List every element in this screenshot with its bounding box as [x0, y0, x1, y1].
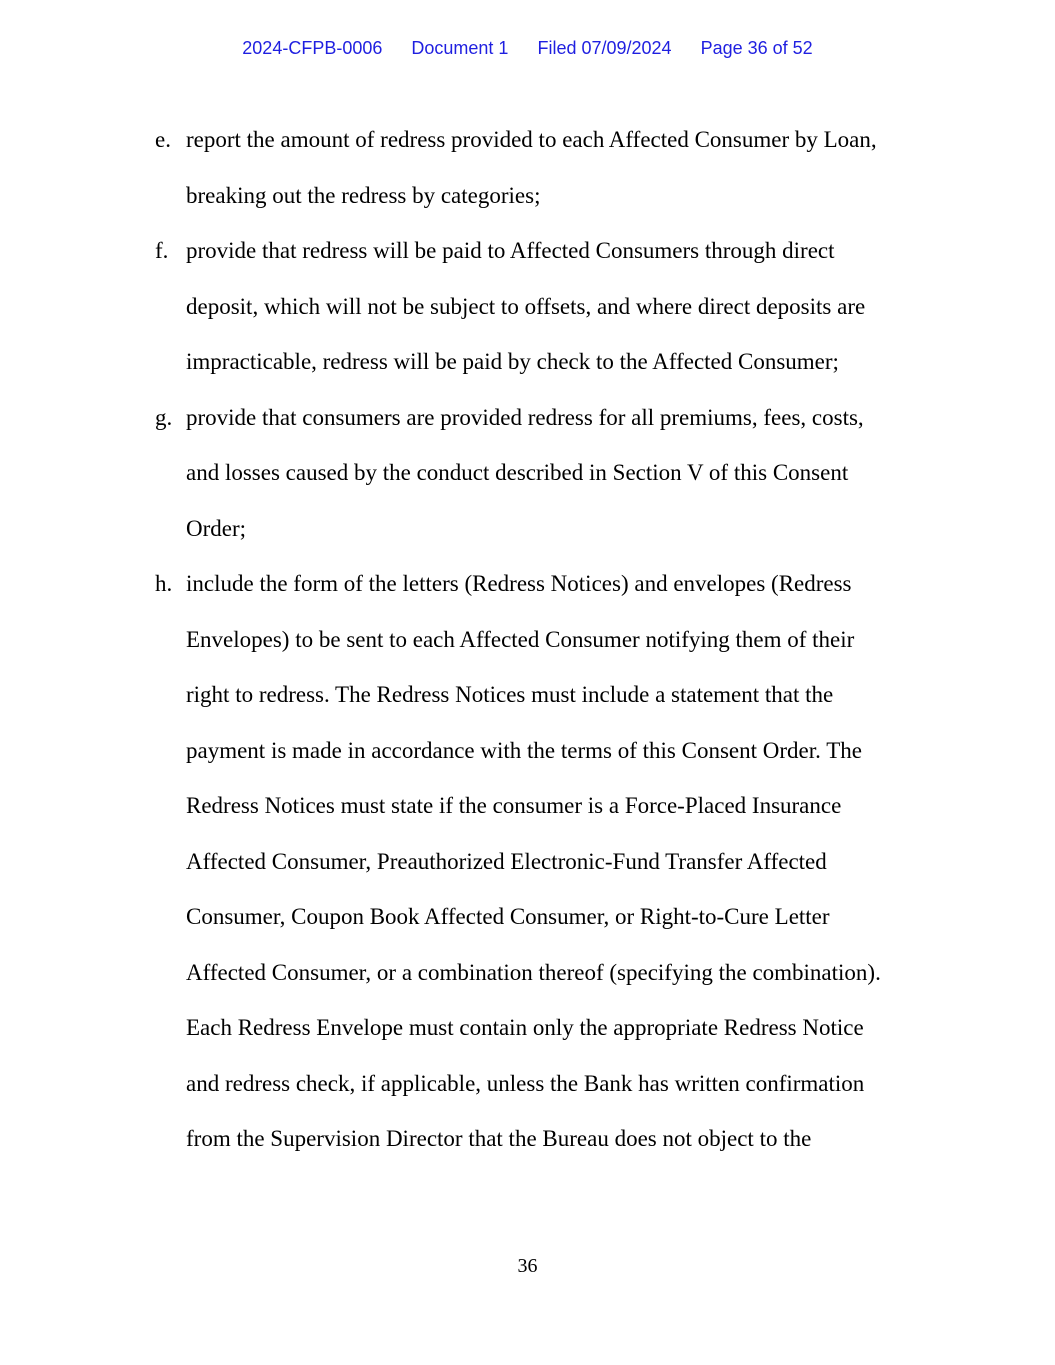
- filed-date: Filed 07/09/2024: [537, 38, 672, 58]
- list-item-h-line-11: [0, 1111, 1055, 1167]
- paragraph-line: deposit, which will not be subject to offsets, and where direct deposits are: [186, 293, 866, 319]
- list-item-h-line-6: [0, 834, 1055, 890]
- list-item-h-line-7: [0, 889, 1055, 945]
- paragraph-line: and losses caused by the conduct described in Section V of this Consent: [186, 460, 849, 485]
- list-item-h-line-9: [0, 1000, 1055, 1056]
- docket-number: 2024-CFPB-0006: [242, 38, 383, 58]
- list-item-h-line-10: [0, 1056, 1055, 1112]
- redress-plan-list: [0, 112, 1055, 1167]
- list-item-g-line-1: [0, 390, 1055, 446]
- list-item-h-line-8: [0, 945, 1055, 1001]
- list-item-h-line-3: [0, 667, 1055, 723]
- paragraph-line: right to redress. The Redress Notices must include a statement that the: [186, 682, 834, 707]
- list-marker: g.: [155, 404, 173, 430]
- list-item-e-line-2: [0, 168, 1055, 224]
- paragraph-line: provide that redress will be paid to Affected Consumers through direct: [186, 238, 835, 263]
- list-item-g-line-2: [0, 445, 1055, 501]
- list-marker: f.: [155, 238, 169, 263]
- paragraph-line: Consumer, Coupon Book Affected Consumer, or Right-to-Cure Letter: [186, 904, 830, 929]
- paragraph-line: Each Redress Envelope must contain only the appropriate Redress Notice: [186, 1015, 864, 1040]
- paragraph-line: impracticable, redress will be paid by check to the Affected Consumer;: [186, 349, 839, 374]
- list-item-h-line-4: [0, 723, 1055, 779]
- paragraph-line: report the amount of redress provided to each Affected Consumer by Loan,: [186, 127, 877, 152]
- page-indicator: Page 36 of 52: [700, 38, 813, 58]
- document-label: Document 1: [411, 38, 509, 58]
- paragraph-line: include the form of the letters (Redress Notices) and envelopes (Redress: [186, 571, 852, 596]
- paragraph-line: from the Supervision Director that the Bureau does not object to the: [186, 1126, 812, 1151]
- list-item-f-line-3: [0, 334, 1055, 390]
- list-item-g-line-3: [0, 501, 1055, 557]
- page-number: 36: [517, 1255, 538, 1277]
- paragraph-line: provide that consumers are provided redress for all premiums, fees, costs,: [186, 404, 864, 430]
- paragraph-line: Redress Notices must state if the consumer is a Force-Placed Insurance: [186, 793, 842, 818]
- filing-header: [0, 38, 1055, 59]
- list-item-h-line-5: [0, 778, 1055, 834]
- paragraph-line: and redress check, if applicable, unless the Bank has written confirmation: [186, 1070, 865, 1096]
- paragraph-line: payment is made in accordance with the terms of this Consent Order. The: [186, 737, 862, 763]
- list-item-h-line-1: [0, 556, 1055, 612]
- list-item-e-line-1: [0, 112, 1055, 168]
- paragraph-line: Affected Consumer, Preauthorized Electronic-Fund Transfer Affected: [186, 848, 827, 874]
- paragraph-line: Order;: [186, 515, 247, 541]
- paragraph-line: breaking out the redress by categories;: [186, 182, 541, 208]
- list-marker: h.: [155, 571, 173, 596]
- list-item-h-line-2: [0, 612, 1055, 668]
- list-item-f-line-1: [0, 223, 1055, 279]
- list-item-f-line-2: [0, 279, 1055, 335]
- paragraph-line: Affected Consumer, or a combination thereof (specifying the combination).: [186, 959, 881, 985]
- paragraph-line: Envelopes) to be sent to each Affected Consumer notifying them of their: [186, 626, 855, 652]
- list-marker: e.: [155, 127, 171, 152]
